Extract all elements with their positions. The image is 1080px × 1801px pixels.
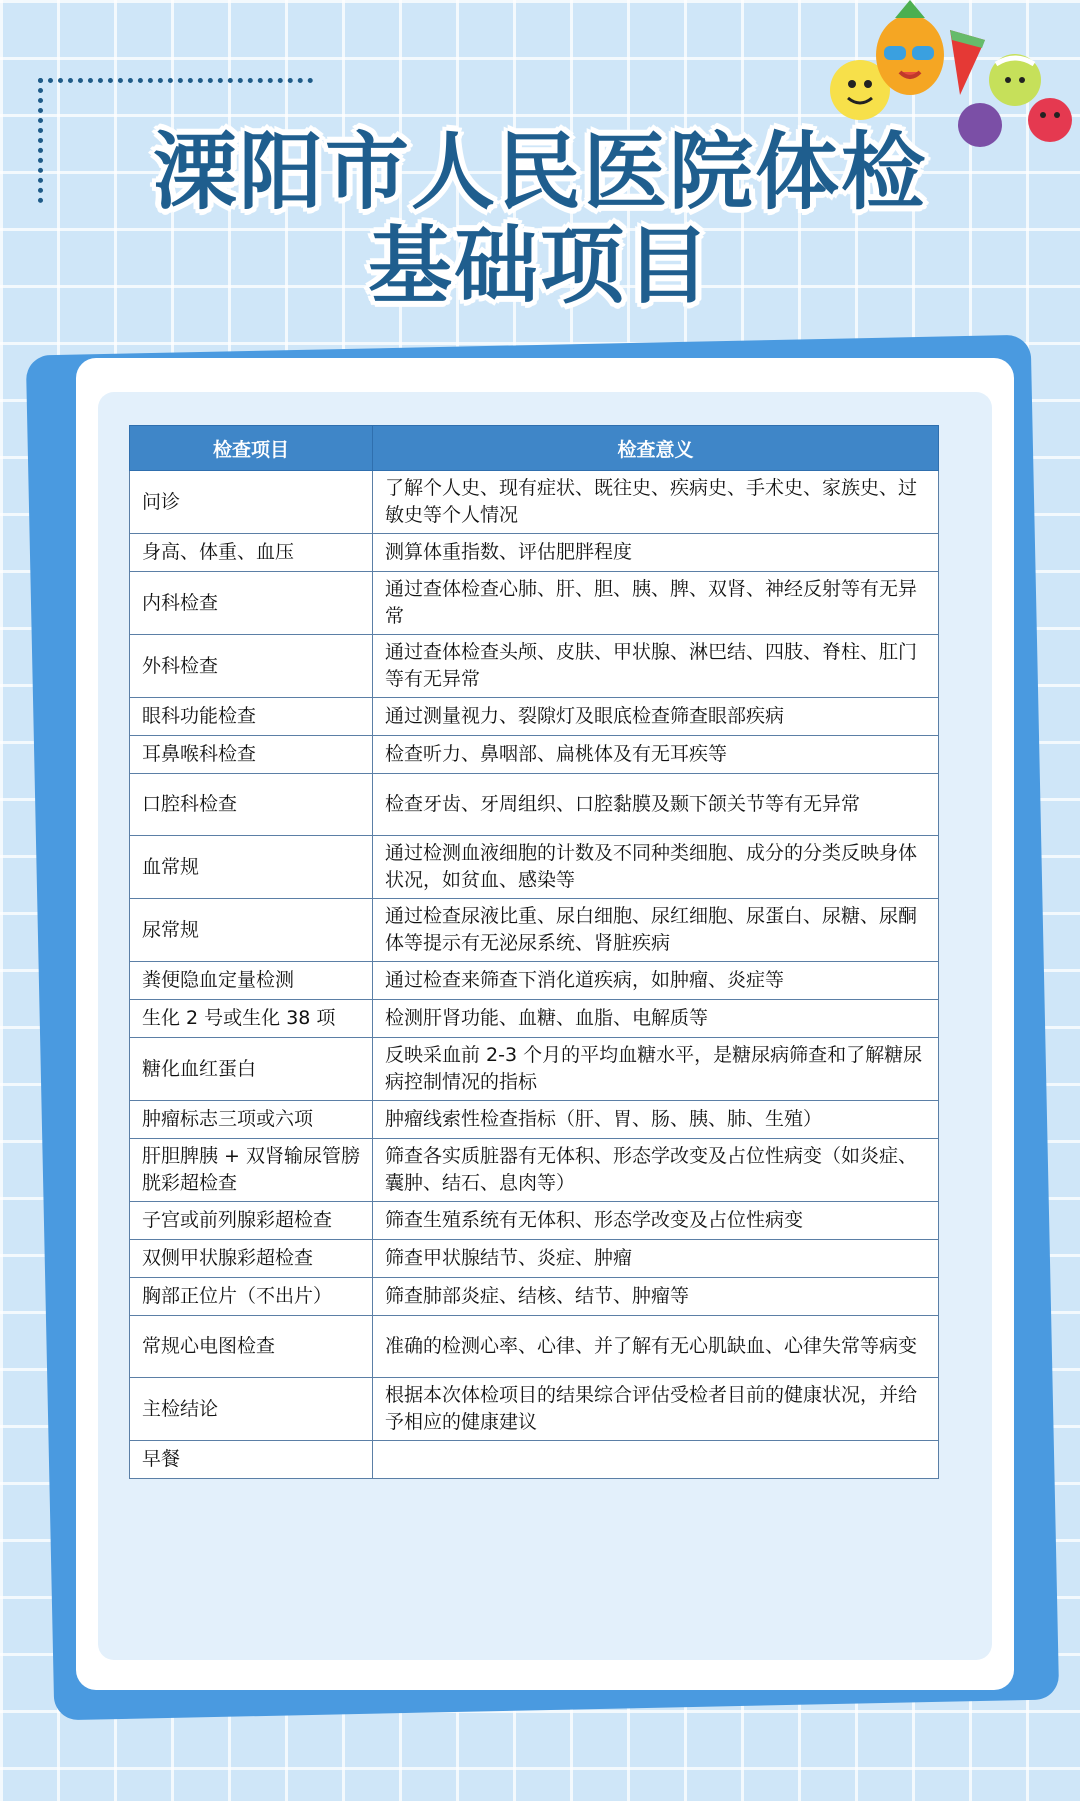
table-row bbox=[130, 1278, 939, 1316]
table-row bbox=[130, 1101, 939, 1139]
exam-items-table bbox=[129, 425, 939, 1479]
meaning-cell: 根据本次体检项目的结果综合评估受检者目前的健康状况，并给予相应的健康建议 bbox=[373, 1378, 939, 1441]
meaning-cell: 筛查生殖系统有无体积、形态学改变及占位性病变 bbox=[373, 1202, 939, 1240]
item-cell: 粪便隐血定量检测 bbox=[130, 962, 373, 1000]
meaning-cell: 通过检测血液细胞的计数及不同种类细胞、成分的分类反映身体状况，如贫血、感染等 bbox=[373, 836, 939, 899]
item-cell: 子宫或前列腺彩超检查 bbox=[130, 1202, 373, 1240]
table-row bbox=[130, 572, 939, 635]
item-cell: 双侧甲状腺彩超检查 bbox=[130, 1240, 373, 1278]
title-line-1: 溧阳市人民医院体检 bbox=[152, 123, 927, 221]
item-cell: 生化 2 号或生化 38 项 bbox=[130, 1000, 373, 1038]
item-cell: 内科检查 bbox=[130, 572, 373, 635]
table-row bbox=[130, 1139, 939, 1202]
content-card bbox=[76, 358, 1014, 1690]
item-cell: 主检结论 bbox=[130, 1378, 373, 1441]
item-cell: 外科检查 bbox=[130, 635, 373, 698]
meaning-cell: 肿瘤线索性检查指标（肝、胃、肠、胰、肺、生殖） bbox=[373, 1101, 939, 1139]
card-inner-panel bbox=[98, 392, 992, 1660]
header-meaning: 检查意义 bbox=[373, 426, 939, 471]
meaning-cell: 反映采血前 2-3 个月的平均血糖水平，是糖尿病筛查和了解糖尿病控制情况的指标 bbox=[373, 1038, 939, 1101]
table-row bbox=[130, 899, 939, 962]
table-row bbox=[130, 962, 939, 1000]
meaning-cell: 检查牙齿、牙周组织、口腔黏膜及颞下颌关节等有无异常 bbox=[373, 774, 939, 836]
item-cell: 肝胆脾胰 + 双肾输尿管膀胱彩超检查 bbox=[130, 1139, 373, 1202]
meaning-cell: 筛查各实质脏器有无体积、形态学改变及占位性病变（如炎症、囊肿、结石、息肉等） bbox=[373, 1139, 939, 1202]
meaning-cell: 准确的检测心率、心律、并了解有无心肌缺血、心律失常等病变 bbox=[373, 1316, 939, 1378]
meaning-cell: 通过测量视力、裂隙灯及眼底检查筛查眼部疾病 bbox=[373, 698, 939, 736]
meaning-cell: 通过检查尿液比重、尿白细胞、尿红细胞、尿蛋白、尿糖、尿酮体等提示有无泌尿系统、肾脏疾病 bbox=[373, 899, 939, 962]
item-cell: 糖化血红蛋白 bbox=[130, 1038, 373, 1101]
item-cell: 耳鼻喉科检查 bbox=[130, 736, 373, 774]
table-row bbox=[130, 1202, 939, 1240]
table-row bbox=[130, 774, 939, 836]
item-cell: 血常规 bbox=[130, 836, 373, 899]
title-line-2: 基础项目 bbox=[367, 217, 712, 315]
meaning-cell bbox=[373, 1441, 939, 1479]
header-item: 检查项目 bbox=[130, 426, 373, 471]
meaning-cell: 测算体重指数、评估肥胖程度 bbox=[373, 534, 939, 572]
table-row bbox=[130, 1038, 939, 1101]
meaning-cell: 检测肝肾功能、血糖、血脂、电解质等 bbox=[373, 1000, 939, 1038]
page-title bbox=[0, 123, 1080, 315]
item-cell: 早餐 bbox=[130, 1441, 373, 1479]
table-row bbox=[130, 1000, 939, 1038]
table-row bbox=[130, 836, 939, 899]
table-row bbox=[130, 698, 939, 736]
table-row bbox=[130, 1378, 939, 1441]
item-cell: 眼科功能检查 bbox=[130, 698, 373, 736]
meaning-cell: 筛查肺部炎症、结核、结节、肿瘤等 bbox=[373, 1278, 939, 1316]
meaning-cell: 了解个人史、现有症状、既往史、疾病史、手术史、家族史、过敏史等个人情况 bbox=[373, 471, 939, 534]
meaning-cell: 筛查甲状腺结节、炎症、肿瘤 bbox=[373, 1240, 939, 1278]
table-row bbox=[130, 1240, 939, 1278]
meaning-cell: 检查听力、鼻咽部、扁桃体及有无耳疾等 bbox=[373, 736, 939, 774]
table-row bbox=[130, 1441, 939, 1479]
item-cell: 尿常规 bbox=[130, 899, 373, 962]
item-cell: 身高、体重、血压 bbox=[130, 534, 373, 572]
item-cell: 常规心电图检查 bbox=[130, 1316, 373, 1378]
table-row bbox=[130, 534, 939, 572]
table-row bbox=[130, 471, 939, 534]
item-cell: 胸部正位片（不出片） bbox=[130, 1278, 373, 1316]
table-row bbox=[130, 635, 939, 698]
item-cell: 问诊 bbox=[130, 471, 373, 534]
item-cell: 口腔科检查 bbox=[130, 774, 373, 836]
table-header-row bbox=[130, 426, 939, 471]
item-cell: 肿瘤标志三项或六项 bbox=[130, 1101, 373, 1139]
meaning-cell: 通过检查来筛查下消化道疾病，如肿瘤、炎症等 bbox=[373, 962, 939, 1000]
meaning-cell: 通过查体检查心肺、肝、胆、胰、脾、双肾、神经反射等有无异常 bbox=[373, 572, 939, 635]
table-row bbox=[130, 736, 939, 774]
meaning-cell: 通过查体检查头颅、皮肤、甲状腺、淋巴结、四肢、脊柱、肛门等有无异常 bbox=[373, 635, 939, 698]
table-row bbox=[130, 1316, 939, 1378]
